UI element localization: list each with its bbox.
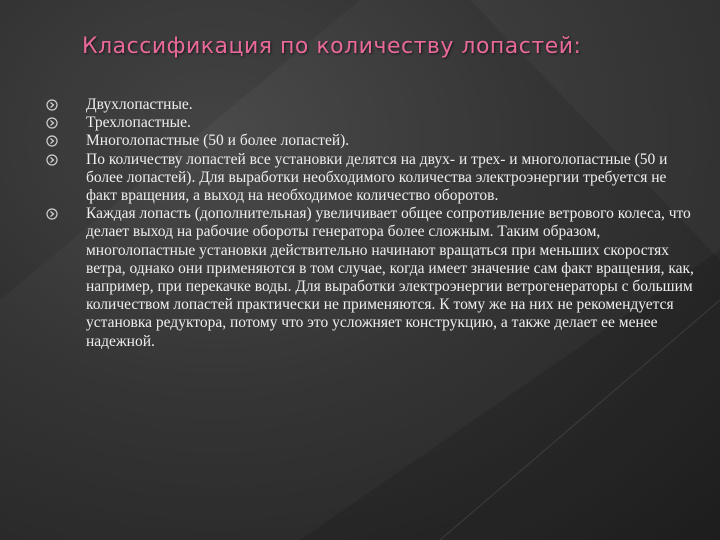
list-item (46, 151, 696, 206)
circled-arrow-icon (46, 99, 58, 111)
slide-title: Классификация по количеству лопастей: (82, 34, 582, 59)
list-item-text: Каждая лопасть (дополнительная) увеличивает общее сопротивление ветрового колеса, что делает выход на рабочие обороты генератора более сложным. Таким образом, многолопастные установки действительно начинают вращаться при меньших скоростях ветра, однако они применяются в том случае, когда имеет значение сам факт вращения, как, например, при перекачке воды. Для выработки электроэнергии ветрогенераторы с большим количеством лопастей практически не применяются. К тому же на них не рекомендуется установка редуктора, потому что это усложняет конструкцию, а также делает ее менее надежной. (86, 205, 694, 350)
list-item (46, 114, 696, 132)
circled-arrow-icon (46, 154, 58, 166)
list-item (46, 205, 696, 351)
list-item-text: Многолопастные (50 и более лопастей). (86, 132, 350, 150)
list-item-text: Двухлопастные. (86, 96, 193, 113)
list-item (46, 132, 696, 150)
circled-arrow-icon (46, 135, 58, 147)
list-item-text: По количеству лопастей все установки делятся на двух- и трех- и многолопастные (50 и более лопастей). Для выработки необходимого количества электроэнергии требуется не факт вращения, а выход на необходимое количество оборотов. (86, 150, 668, 205)
list-item (46, 96, 696, 114)
list-item-text: Трехлопастные. (86, 114, 191, 132)
circled-arrow-icon (46, 117, 58, 129)
bullet-list (46, 96, 696, 351)
circled-arrow-icon (46, 208, 58, 220)
